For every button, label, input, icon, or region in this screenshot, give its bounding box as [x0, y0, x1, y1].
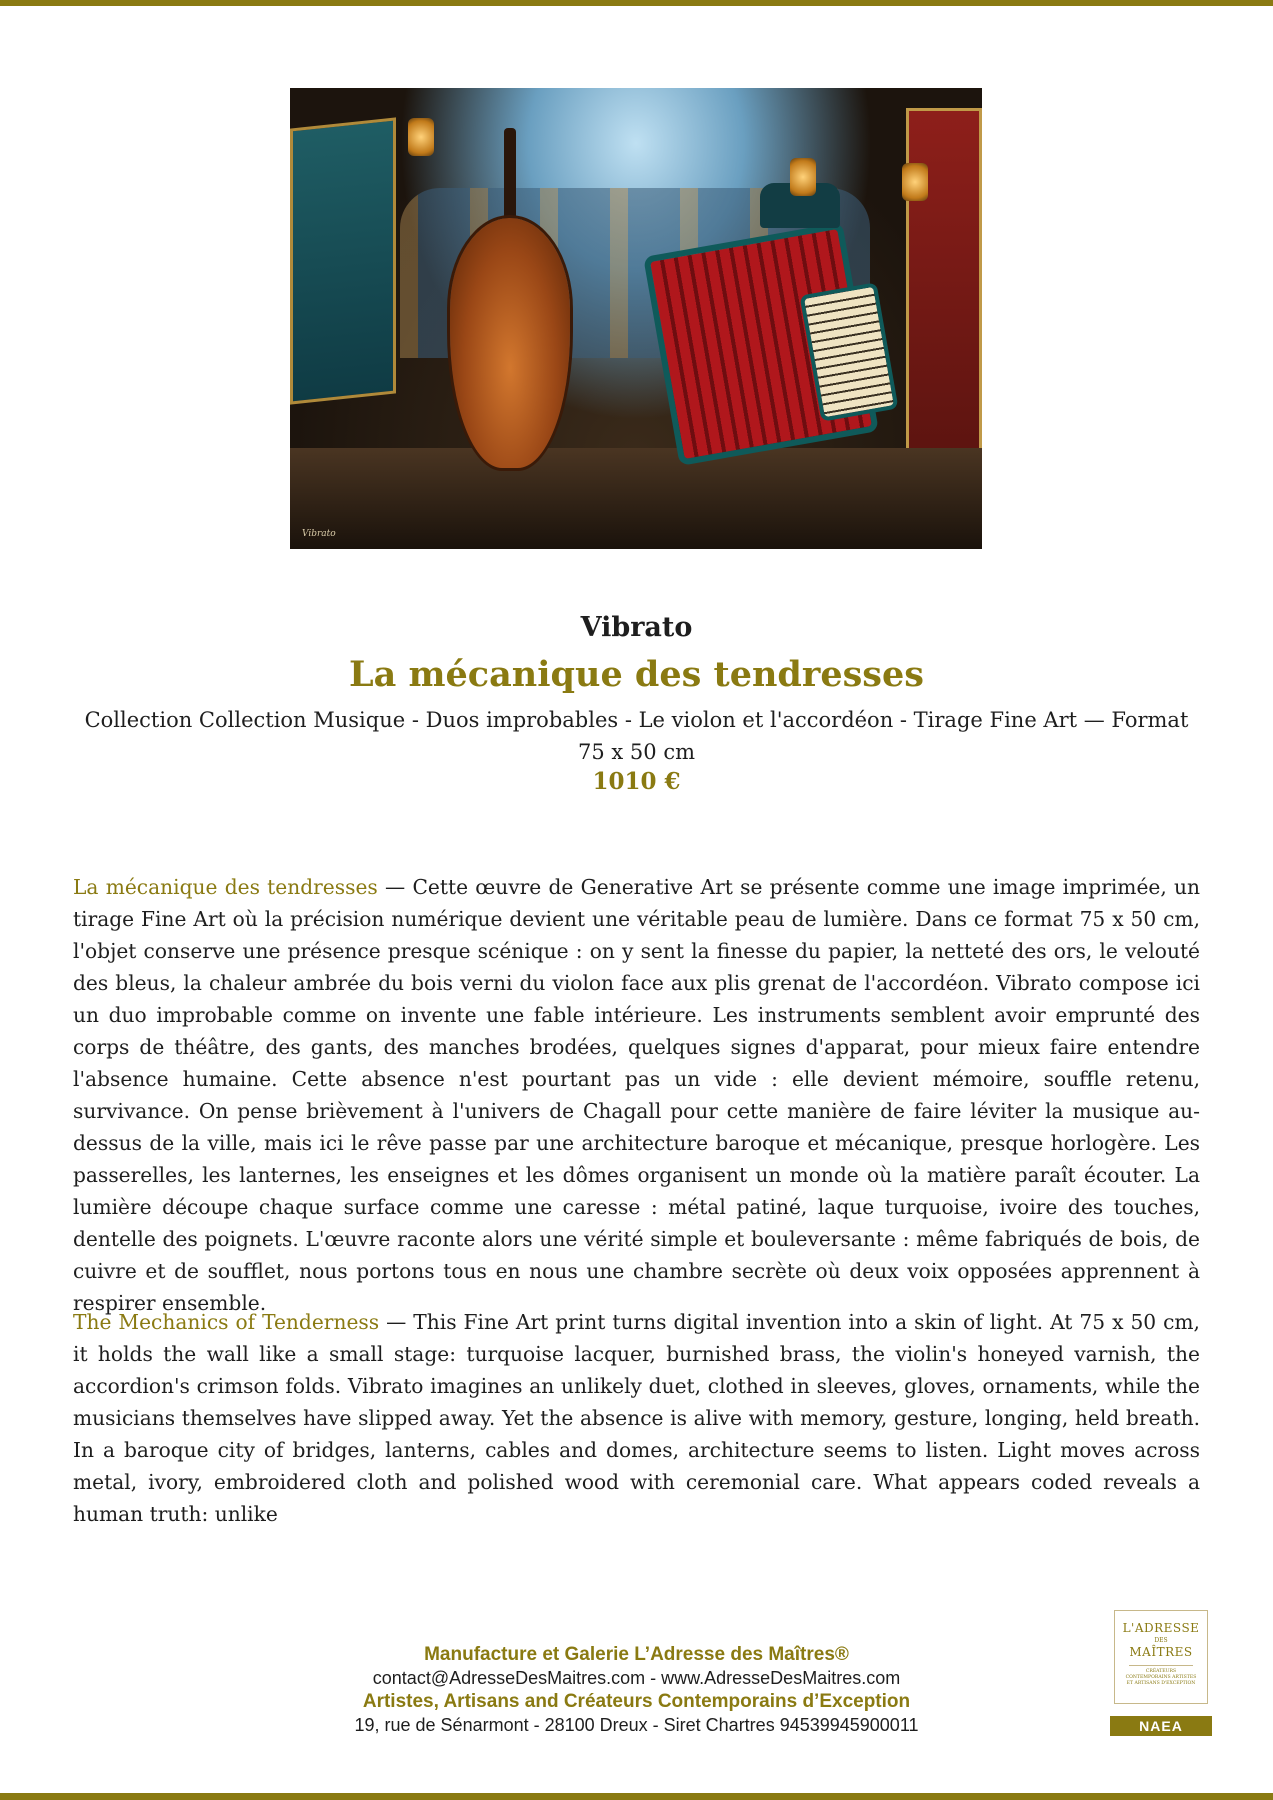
lantern-icon [902, 163, 928, 201]
artwork-sign-left [290, 117, 396, 404]
top-accent-bar [0, 0, 1273, 6]
footer-contact: contact@AdresseDesMaitres.com - www.AdresseDesMaitres.com [372, 1668, 901, 1688]
artwork-floor [290, 448, 982, 549]
description-fr-lead: La mécanique des tendresses [73, 875, 378, 899]
naea-badge: NAEA [1110, 1716, 1212, 1736]
logo-line-3: MAÎTRES [1129, 1645, 1193, 1659]
lantern-icon [408, 118, 434, 156]
price: 1010 € [592, 768, 681, 795]
violin-body [450, 218, 570, 468]
gallery-logo [1114, 1610, 1208, 1704]
bottom-accent-bar [0, 1793, 1273, 1800]
description-en [73, 1306, 1200, 1526]
description-en-lead: The Mechanics of Tenderness [73, 1310, 380, 1334]
description-fr [73, 871, 1200, 1319]
collection-line: Collection Collection Musique - Duos improbables - Le violon et l'accordéon - Tirage Fine Art — Format 75 x 50 cm [84, 708, 1189, 764]
logo-divider [1129, 1665, 1193, 1666]
artist-name: Vibrato [580, 612, 693, 643]
footer-tagline: Artistes, Artisans and Créateurs Contemporains d’Exception [362, 1691, 911, 1712]
artwork-signature: Vibrato [302, 529, 336, 539]
logo-line-2: DES [1154, 1637, 1168, 1644]
artwork-sign-right [906, 108, 982, 454]
footer-address: 19, rue de Sénarmont - 28100 Dreux - Siret Chartres 94539945900011 [354, 1715, 919, 1735]
description-fr-text: — Cette œuvre de Generative Art se présente comme une image imprimée, un tirage Fine Art où la précision numérique devient une véritable peau de lumière. Dans ce format 75 x 50 cm, l'objet conserve une présence presque scénique : on y sent la finesse du papier, la netteté des ors, le velouté des bleus, la chaleur ambrée du bois verni du violon face aux plis grenat de l'accordéon. Vibrato compose ici un duo improbable comme on invente une fable intérieure. Les instruments semblent avoir emprunté des corps de théâtre, des gants, des manches brodées, quelques signes d'apparat, pour mieux faire entendre l'absence humaine. Cette absence n'est pourtant pas un vide : elle devient mémoire, souffle retenu, survivance. On pense brièvement à l'univers de Chagall pour cette manière de faire léviter la musique au-dessus de la ville, mais ici le rêve passe par une architecture baroque et mécanique, presque horlogère. Les passerelles, les lanternes, les enseignes et les dômes organisent un monde où la matière paraît écouter. La lumière découpe chaque surface comme une caresse : métal patiné, laque turquoise, ivoire des touches, dentelle des poignets. L'œuvre raconte alors une vérité simple et bouleversante : même fabriqués de bois, de cuivre et de soufflet, nous portons tous en nous une chambre secrète où deux voix opposées apprennent à respirer ensemble. [73, 875, 1201, 1315]
description-en-text: — This Fine Art print turns digital invention into a skin of light. At 75 x 50 cm, it holds the wall like a small stage: turquoise lacquer, burnished brass, the violin's honeyed varnish, the accordion's crimson folds. Vibrato imagines an unlikely duet, clothed in sleeves, gloves, ornaments, while the musicians themselves have slipped away. Yet the absence is alive with memory, gesture, longing, held breath. In a baroque city of bridges, lanterns, cables and domes, architecture seems to listen. Light moves across metal, ivory, embroidered cloth and polished wood with ceremonial care. What appears coded reveals a human truth: unlike [73, 1310, 1200, 1526]
lantern-icon [790, 158, 816, 196]
footer-company: Manufacture et Galerie L’Adresse des Maîtres® [424, 1644, 849, 1665]
logo-line-1: L'ADRESSE [1122, 1621, 1200, 1635]
artwork-title: La mécanique des tendresses [349, 654, 924, 695]
artwork-image [290, 88, 982, 549]
logo-line-4: CRÉATEURS CONTEMPORAINS ARTISTES ET ARTISANS D'EXCEPTION [1125, 1669, 1197, 1686]
